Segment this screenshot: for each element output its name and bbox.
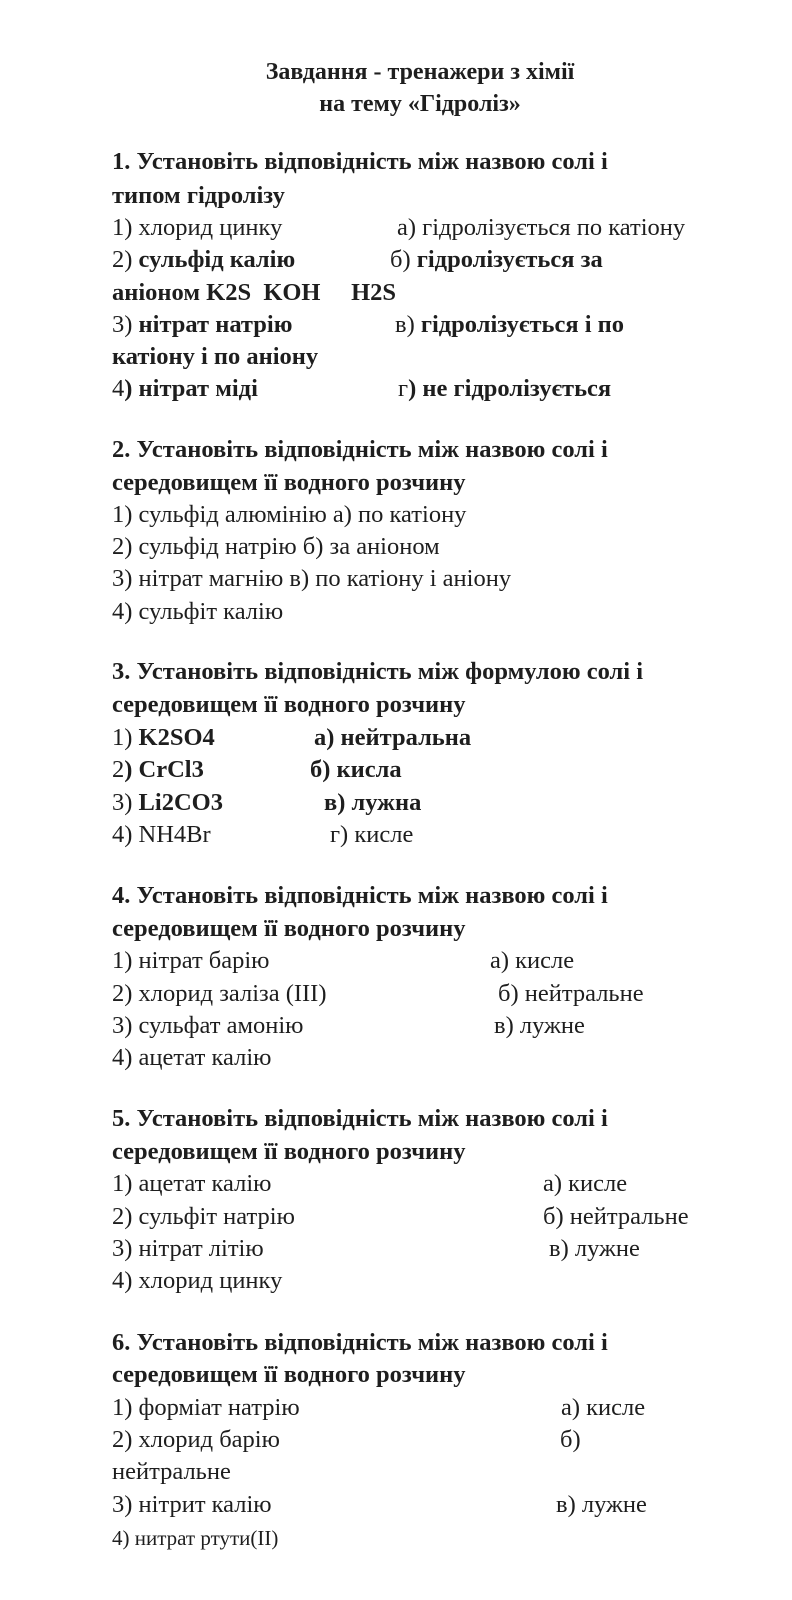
q3-row-3-formula <box>112 787 223 819</box>
q5-row-3: 3) нітрат літію <box>112 1235 264 1262</box>
q1-row-3-answer <box>395 309 624 341</box>
q1-row-3-answer-text: гідролізується і по <box>420 311 625 338</box>
q4-heading-line-2: середовищем її водного розчину <box>112 915 466 942</box>
q6-row-4: 4) нитрат ртути(II) <box>112 1526 279 1550</box>
q6-row-2-answer: б) <box>560 1426 581 1453</box>
q3-row-1-formula <box>112 722 215 754</box>
q3-row-4-formula: 4) NH4Br <box>112 821 211 848</box>
q2-row-1: 1) сульфід алюмінію а) по катіону <box>112 501 467 528</box>
q6-heading-line-2: середовищем її водного розчину <box>112 1361 466 1388</box>
q3-row-1-formula-text: K2SO4 <box>138 724 215 751</box>
q3-row-3-prefix: 3) <box>112 789 139 816</box>
q1-row-4-answer-text: ) не гідролізується <box>408 375 612 402</box>
q2-row-4: 4) сульфіт калію <box>112 598 284 625</box>
q3-row-3-answer: в) лужна <box>324 789 422 816</box>
q3-row-1-answer: а) нейтральна <box>314 724 472 751</box>
q1-heading-line-1: 1. Установіть відповідність між назвою солі і <box>112 148 608 175</box>
q6-row-3: 3) нітрит калію <box>112 1491 272 1518</box>
q5-row-3-answer: в) лужне <box>549 1235 640 1262</box>
q2-heading-line-1: 2. Установіть відповідність між назвою солі і <box>112 436 608 463</box>
q3-row-2-answer: б) кисла <box>310 756 402 783</box>
q1-row-4-prefix: 4 <box>112 375 125 402</box>
q4-row-3-answer: в) лужне <box>494 1012 585 1039</box>
q1-row-2-prefix: 2) <box>112 246 139 273</box>
q4-heading-line-1: 4. Установіть відповідність між назвою солі і <box>112 882 608 909</box>
q6-row-1-answer: а) кисле <box>561 1394 646 1421</box>
q6-heading-line-1: 6. Установіть відповідність між назвою солі і <box>112 1329 608 1356</box>
q2-heading-line-2: середовищем її водного розчину <box>112 469 466 496</box>
q4-row-1-answer: а) кисле <box>490 947 575 974</box>
q4-row-2-answer: б) нейтральне <box>498 980 644 1007</box>
q3-row-2-formula <box>112 754 204 786</box>
q3-row-3-formula-text: Li2CO3 <box>138 789 223 816</box>
q1-row-3-answer-prefix: в) <box>395 311 421 338</box>
q3-heading-line-1: 3. Установіть відповідність між формулою солі і <box>112 658 644 685</box>
q6-row-3-answer: в) лужне <box>556 1491 647 1518</box>
q1-row-3-salt <box>112 309 292 341</box>
q3-row-4-answer: г) кисле <box>330 821 414 848</box>
q1-row-3-prefix: 3) <box>112 311 139 338</box>
q6-row-1: 1) форміат натрію <box>112 1394 300 1421</box>
q3-row-2-formula-text: ) CrCl3 <box>124 756 204 783</box>
q1-row-2-salt-name: сульфід калію <box>138 246 296 273</box>
q2-row-3: 3) нітрат магнію в) по катіону і аніону <box>112 565 512 592</box>
q1-row-3-salt-name: нітрат натрію <box>138 311 293 338</box>
q1-row-2-answer <box>390 244 603 276</box>
q5-row-1-answer: а) кисле <box>543 1170 628 1197</box>
q5-heading-line-2: середовищем її водного розчину <box>112 1138 466 1165</box>
q1-row-3-continuation: катіону і по аніону <box>112 343 319 370</box>
q1-row-4-answer <box>398 373 611 405</box>
q1-row-1-salt: 1) хлорид цинку <box>112 214 283 241</box>
q4-row-1: 1) нітрат барію <box>112 947 270 974</box>
q1-row-2-answer-prefix: б) <box>390 246 417 273</box>
q5-heading-line-1: 5. Установіть відповідність між назвою солі і <box>112 1105 608 1132</box>
q5-row-1: 1) ацетат калію <box>112 1170 272 1197</box>
q2-row-2: 2) сульфід натрію б) за аніоном <box>112 533 440 560</box>
q4-row-3: 3) сульфат амонію <box>112 1012 304 1039</box>
page-title-line-2: на тему «Гідроліз» <box>319 91 521 117</box>
q1-row-4-salt <box>112 373 258 405</box>
q4-row-4: 4) ацетат калію <box>112 1044 272 1071</box>
q1-row-1-answer: а) гідролізується по катіону <box>397 214 686 241</box>
q1-row-4-answer-prefix: г <box>398 375 409 402</box>
q1-row-2-answer-text: гідролізується за <box>416 246 603 273</box>
q4-row-2: 2) хлорид заліза (III) <box>112 980 327 1007</box>
q1-row-4-salt-name: ) нітрат міді <box>124 375 258 402</box>
q6-row-2-continuation: нейтральне <box>112 1458 231 1485</box>
q6-row-2: 2) хлорид барію <box>112 1426 280 1453</box>
q1-row-2-salt <box>112 244 295 276</box>
q3-heading-line-2: середовищем її водного розчину <box>112 691 466 718</box>
q1-heading-line-2: типом гідролізу <box>112 182 285 209</box>
q3-row-1-prefix: 1) <box>112 724 139 751</box>
q5-row-2: 2) сульфіт натрію <box>112 1203 295 1230</box>
q3-row-2-prefix: 2 <box>112 756 125 783</box>
page-title-line-1: Завдання - тренажери з хімії <box>265 59 575 85</box>
q1-row-2-continuation: аніоном K2S KOH H2S <box>112 279 397 306</box>
q5-row-2-answer: б) нейтральне <box>543 1203 689 1230</box>
q5-row-4: 4) хлорид цинку <box>112 1267 283 1294</box>
